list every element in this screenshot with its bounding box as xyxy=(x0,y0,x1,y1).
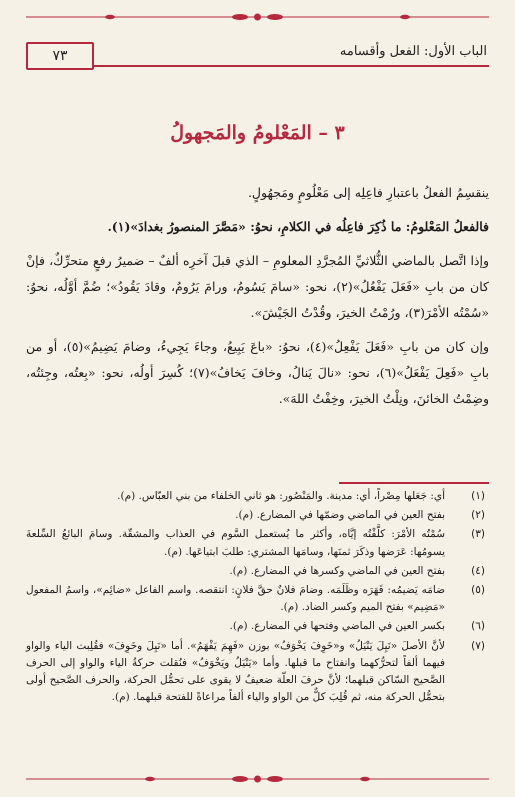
footnote-number: (٢) xyxy=(471,509,485,522)
footnote-text: بفتح العين في الماضي وكسرها في المضارع. (م). xyxy=(229,564,445,577)
footnote-number: (٧) xyxy=(471,639,485,652)
footnote-text: ضامَه يَضيمُه: قَهَرَه وظَلَمَه. وضامَ فلانٌ حقَّ فلانٍ: انتقصه. واسم الفاعل «ضائِم»، واسمُ المفعول «مَضِيم» بفتح الميم وكسر الضاد. (م). xyxy=(26,584,445,614)
page-number: ٧٣ xyxy=(26,42,94,70)
footnote xyxy=(26,488,489,505)
header-rule xyxy=(92,65,489,67)
page-header xyxy=(26,34,489,72)
paragraph-rule-kasr: وإن كان من بابِ «فَعَلَ يَفْعِلُ»(٤)، نحوُ: «باعَ يَبِيعُ، وجاءَ يَجِيءُ، وضامَ يَضِيمُ»(٥)، أو من بابِ «فَعِلَ يَفْعَلُ»(٦)، نحو: «نالَ يَنالُ، وخافَ يَخافُ»(٧)؛ كُسِرَ أولُه، نحو: «بِعتُه، وجِئتُه، وضِمْتُ الخائنَ، ونِلْتُ الخيرَ، وخِفْتُ اللهَ». xyxy=(26,339,489,406)
chapter-title: ٣ – المَعْلومُ والمَجهولُ xyxy=(170,122,345,144)
footnote-number: (٥) xyxy=(471,584,485,597)
footnote-number: (١) xyxy=(471,490,485,502)
footnote-number: (٦) xyxy=(471,620,485,633)
paragraph-intro: ينقسِمُ الفعلُ باعتبارِ فاعِلِه إلى مَعْلُومٍ ومَجهُولٍ. xyxy=(247,185,489,200)
paragraph-rule-damm: وإذا اتَّصل بالماضي الثُّلاثيِّ المُجرَّدِ المعلومِ – الذي قبلَ آخرِه ألفٌ – ضميرُ رفعٍ متحرِّكٌ، فإنْ كان من بابِ «فَعَلَ يَفْعُلُ»(٢)، نحو: «سامَ يَسُومُ، ورامَ يَرُومُ، وقادَ يَقُودُ»؛ ضُمَّ أوَّلُه، نحوُ: «سُمْتُه الأمْرَ(٣)، ورُمْتُ الخيرَ، وقُدْتُ الجَيْشَ». xyxy=(26,253,489,320)
footnotes xyxy=(26,488,489,708)
footnote xyxy=(26,563,489,580)
footnote xyxy=(26,507,489,524)
footnote-text: بكسر العين في الماضي وفتحها في المضارع. (م). xyxy=(229,620,445,633)
footnote xyxy=(26,618,489,635)
footnote xyxy=(26,582,489,616)
bottom-ornament xyxy=(0,772,515,786)
footnote-number: (٤) xyxy=(471,564,485,577)
footnote-separator xyxy=(339,482,489,484)
footnote xyxy=(26,526,489,560)
footnote-number: (٣) xyxy=(471,528,485,541)
footnote-text: أي: جَعَلها مِصْراً، أي: مدينة. والمَنْصُور: هو ثاني الخلفاء من بني العبّاس. (م). xyxy=(117,490,445,502)
footnote-text: بفتح العين في الماضي وضمّها في المضارع. (م). xyxy=(235,509,445,522)
top-ornament xyxy=(0,10,515,24)
running-title: الباب الأول: الفعل وأقسامه xyxy=(339,44,487,59)
footnote xyxy=(26,638,489,707)
paragraph-definition: فالفعلُ المَعْلومُ: ما ذُكِرَ فاعِلُه في الكلامِ، نحوُ: «مَصَّرَ المنصورُ بغدادَ»(١). xyxy=(107,219,489,234)
main-text xyxy=(26,120,489,420)
footnote-text: لأنَّ الأصلَ «نَيِلَ يَنْيَلُ» و«خَوِفَ يَخْوَفُ» بوزن «فَهِمَ يَفْهَمُ». أما «نَيِلَ وخَوِفَ» فقُلِبت الياء والواو فيهما ألفاً لتحرُّكهما وانفتاح ما قبلها. وأما «يَنْيَلُ ويَخْوَفُ» فنُقلت حركةُ الياء والواو إلى الحرف الصَّحيح السّاكن قبلهما؛ لأنَّ حرفَ العلّة ضعيفٌ لا يقوى على تحمُّل الحركة، والحرف الصَّحيح أولى بتحمُّل الحركة منه، ثم قُلِبَ كلٌّ من الواو والياء ألفاً مراعاةً للفتحة قبلهما. (م). xyxy=(26,639,445,704)
footnote-text: سُمْتُه الأمْرَ: كلَّفْتُه إيَّاه، وأكثر ما يُستعمل السَّوم في العذاب والمشقّة. وسامَ البائعُ السِّلعةَ يسومُها: عَرَضها وذكَرَ ثمنَها، وسامَها المشتري: طلبَ ابتياعَها. (م). xyxy=(26,528,445,558)
